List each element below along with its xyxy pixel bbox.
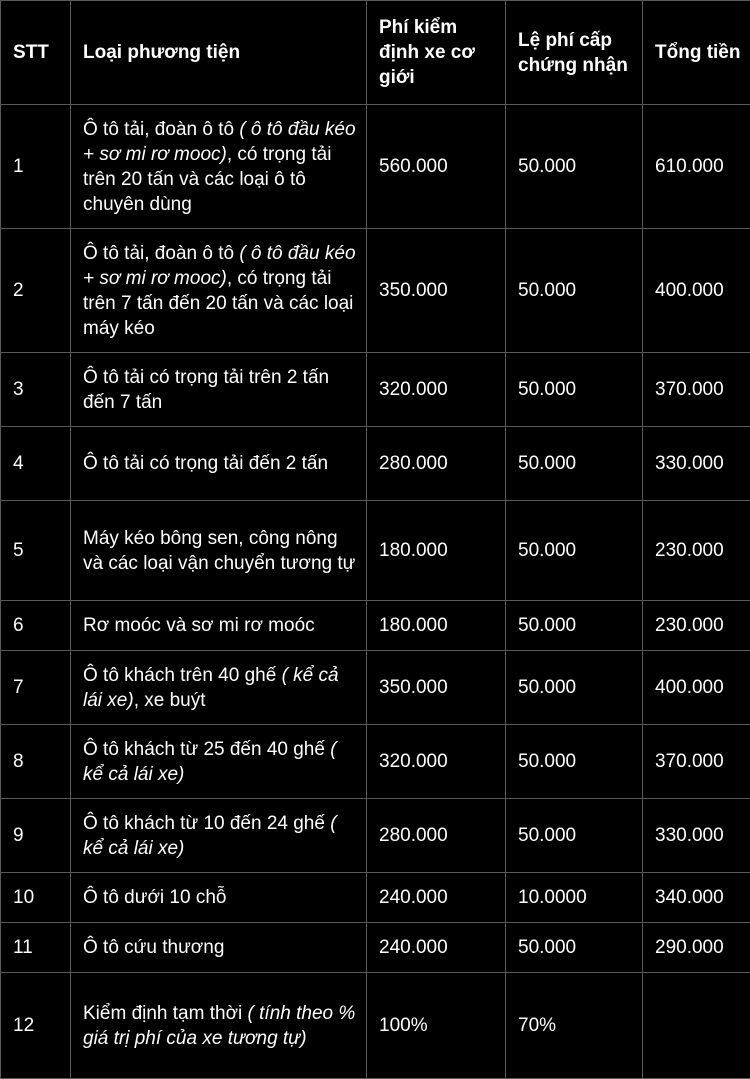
vehicle-type-text: Ô tô tải có trọng tải đến 2 tấn	[83, 453, 328, 474]
table-row	[1, 353, 750, 427]
table-row	[1, 923, 750, 973]
cell-certificate-fee: 50.000	[506, 725, 643, 799]
cell-certificate-fee: 10.0000	[506, 873, 643, 923]
cell-vehicle-type	[71, 873, 367, 923]
table-row	[1, 651, 750, 725]
table-row	[1, 229, 750, 353]
cell-certificate-fee: 50.000	[506, 501, 643, 601]
cell-vehicle-type	[71, 973, 367, 1079]
table-row	[1, 105, 750, 229]
cell-vehicle-type	[71, 725, 367, 799]
header-inspection-fee: Phí kiểm định xe cơ giới	[367, 1, 506, 105]
cell-inspection-fee: 350.000	[367, 651, 506, 725]
cell-total: 340.000	[643, 873, 750, 923]
cell-stt: 1	[1, 105, 71, 229]
table-row	[1, 973, 750, 1079]
cell-vehicle-type	[71, 105, 367, 229]
cell-stt: 2	[1, 229, 71, 353]
cell-stt: 9	[1, 799, 71, 873]
cell-stt: 4	[1, 427, 71, 501]
vehicle-type-text: Ô tô tải, đoàn ô tô	[83, 243, 239, 264]
cell-certificate-fee: 50.000	[506, 427, 643, 501]
cell-certificate-fee: 70%	[506, 973, 643, 1079]
table-row	[1, 501, 750, 601]
vehicle-type-text: Ô tô tải, đoàn ô tô	[83, 119, 239, 140]
table-row	[1, 725, 750, 799]
cell-stt: 10	[1, 873, 71, 923]
table-header-row	[1, 1, 750, 105]
cell-stt: 8	[1, 725, 71, 799]
cell-vehicle-type	[71, 353, 367, 427]
vehicle-type-text: Kiểm định tạm thời	[83, 1003, 248, 1024]
cell-total: 370.000	[643, 725, 750, 799]
cell-stt: 3	[1, 353, 71, 427]
cell-certificate-fee: 50.000	[506, 353, 643, 427]
table-row	[1, 427, 750, 501]
header-certificate-fee: Lệ phí cấp chứng nhận	[506, 1, 643, 105]
cell-inspection-fee: 240.000	[367, 873, 506, 923]
vehicle-type-text: Máy kéo bông sen, công nông và các loại vận chuyển tương tự	[83, 528, 355, 574]
vehicle-type-text: Ô tô khách trên 40 ghế	[83, 665, 282, 686]
vehicle-type-text: Ô tô cứu thương	[83, 937, 224, 958]
vehicle-type-note: ( kể cả lái xe)	[83, 813, 337, 859]
cell-total: 230.000	[643, 501, 750, 601]
cell-inspection-fee: 320.000	[367, 725, 506, 799]
header-total: Tổng tiền	[643, 1, 750, 105]
cell-inspection-fee: 320.000	[367, 353, 506, 427]
cell-total: 610.000	[643, 105, 750, 229]
vehicle-type-note: ( ô tô đầu kéo + sơ mi rơ mooc)	[83, 243, 356, 289]
cell-total: 370.000	[643, 353, 750, 427]
cell-total: 290.000	[643, 923, 750, 973]
cell-certificate-fee: 50.000	[506, 105, 643, 229]
cell-total: 400.000	[643, 229, 750, 353]
vehicle-type-note: ( kể cả lái xe)	[83, 739, 337, 785]
cell-certificate-fee: 50.000	[506, 799, 643, 873]
cell-stt: 12	[1, 973, 71, 1079]
cell-certificate-fee: 50.000	[506, 651, 643, 725]
vehicle-type-note: ( ô tô đầu kéo + sơ mi rơ mooc)	[83, 119, 356, 165]
cell-vehicle-type	[71, 229, 367, 353]
cell-inspection-fee: 280.000	[367, 427, 506, 501]
table-row	[1, 799, 750, 873]
cell-inspection-fee: 100%	[367, 973, 506, 1079]
cell-vehicle-type	[71, 799, 367, 873]
vehicle-type-text: , có trọng tải trên 7 tấn đến 20 tấn và các loại máy kéo	[83, 268, 353, 339]
cell-certificate-fee: 50.000	[506, 229, 643, 353]
cell-stt: 6	[1, 601, 71, 651]
table-row	[1, 873, 750, 923]
cell-stt: 5	[1, 501, 71, 601]
vehicle-type-text: Ô tô dưới 10 chỗ	[83, 887, 226, 908]
cell-inspection-fee: 350.000	[367, 229, 506, 353]
cell-total: 330.000	[643, 799, 750, 873]
cell-total: 230.000	[643, 601, 750, 651]
header-vehicle-type: Loại phương tiện	[71, 1, 367, 105]
cell-vehicle-type	[71, 601, 367, 651]
cell-total	[643, 973, 750, 1079]
cell-inspection-fee: 240.000	[367, 923, 506, 973]
cell-stt: 11	[1, 923, 71, 973]
cell-total: 400.000	[643, 651, 750, 725]
cell-vehicle-type	[71, 651, 367, 725]
table-body	[1, 105, 750, 1079]
cell-inspection-fee: 560.000	[367, 105, 506, 229]
cell-inspection-fee: 280.000	[367, 799, 506, 873]
header-stt: STT	[1, 1, 71, 105]
cell-vehicle-type	[71, 427, 367, 501]
cell-vehicle-type	[71, 501, 367, 601]
vehicle-type-note: ( tính theo % giá trị phí của xe tương tự)	[83, 1003, 355, 1049]
cell-vehicle-type	[71, 923, 367, 973]
vehicle-type-text: Ô tô khách từ 10 đến 24 ghế	[83, 813, 330, 834]
cell-stt: 7	[1, 651, 71, 725]
cell-certificate-fee: 50.000	[506, 923, 643, 973]
cell-total: 330.000	[643, 427, 750, 501]
vehicle-type-text: , xe buýt	[134, 690, 206, 711]
table-row	[1, 601, 750, 651]
vehicle-type-text: Ô tô khách từ 25 đến 40 ghế	[83, 739, 330, 760]
vehicle-type-text: Ô tô tải có trọng tải trên 2 tấn đến 7 tấn	[83, 367, 329, 413]
cell-certificate-fee: 50.000	[506, 601, 643, 651]
cell-inspection-fee: 180.000	[367, 601, 506, 651]
vehicle-type-text: , có trọng tải trên 20 tấn và các loại ô tô chuyên dùng	[83, 144, 331, 215]
vehicle-type-text: Rơ moóc và sơ mi rơ moóc	[83, 615, 315, 636]
cell-inspection-fee: 180.000	[367, 501, 506, 601]
vehicle-type-note: ( kể cả lái xe)	[83, 665, 339, 711]
